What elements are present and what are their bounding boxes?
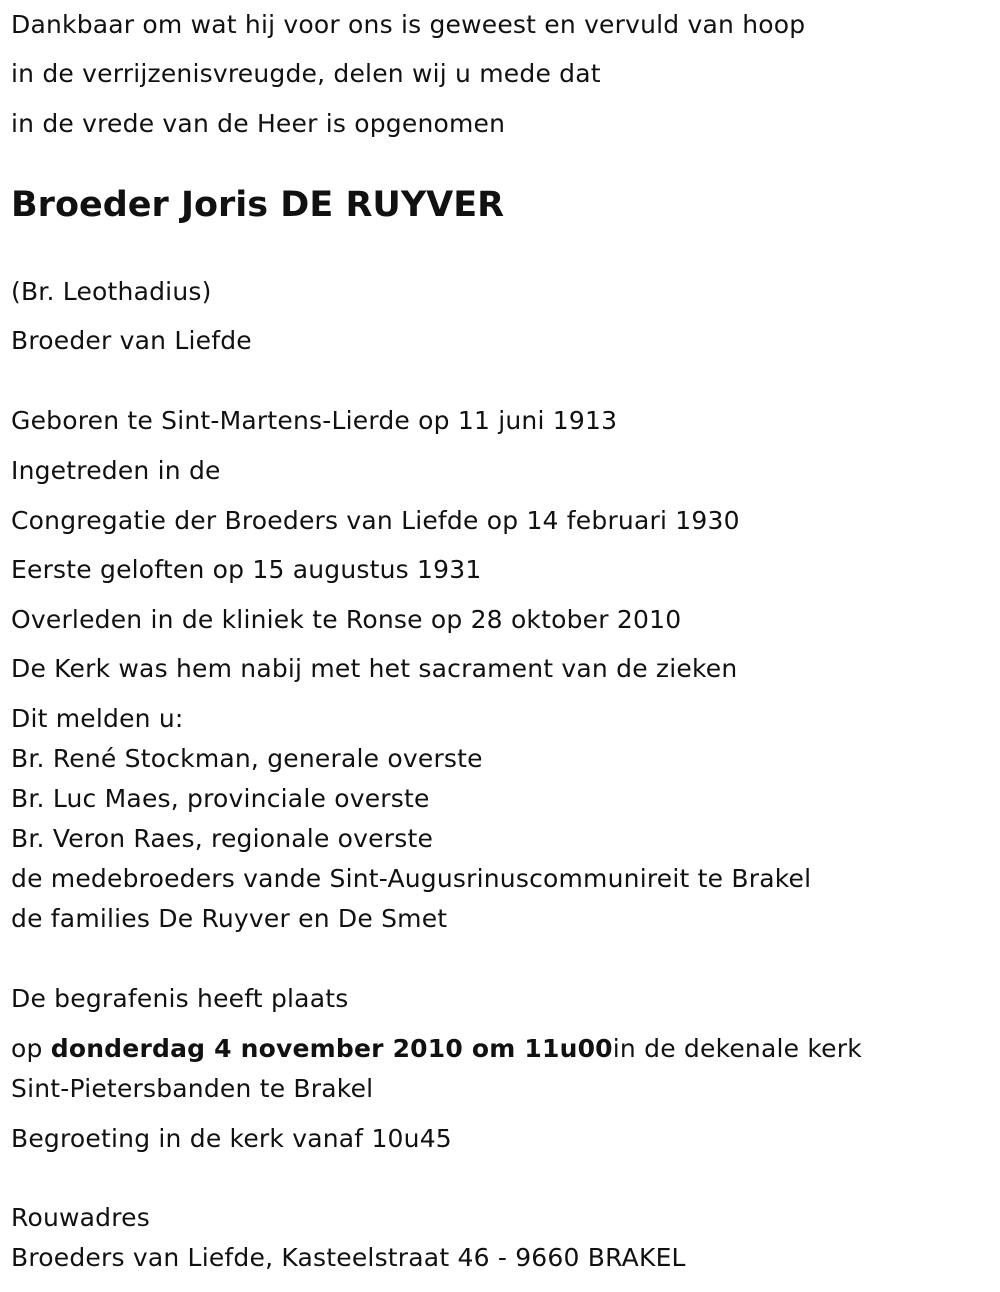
- intro-line-2: in de verrijzenisvreugde, delen wij u mede dat: [11, 59, 601, 88]
- address-value: Broeders van Liefde, Kasteelstraat 46 - 9660 BRAKEL: [11, 1243, 686, 1272]
- sacrament-line: De Kerk was hem nabij met het sacrament van de zieken: [11, 654, 738, 683]
- entered-line-2: Congregatie der Broeders van Liefde op 14 februari 1930: [11, 506, 740, 535]
- religious-name: (Br. Leothadius): [11, 277, 212, 306]
- announcer-item: Br. Luc Maes, provinciale overste: [11, 784, 430, 813]
- funeral-greeting: Begroeting in de kerk vanaf 10u45: [11, 1124, 452, 1153]
- announcer-item: Br. Veron Raes, regionale overste: [11, 824, 434, 853]
- vows-line: Eerste geloften op 15 augustus 1931: [11, 555, 482, 584]
- announcer-item: de medebroeders vande Sint-Augusrinuscommunireit te Brakel: [11, 864, 812, 893]
- funeral-intro: De begrafenis heeft plaats: [11, 984, 349, 1013]
- funeral-datetime: donderdag 4 november 2010 om 11u00: [50, 1034, 613, 1063]
- entered-line-1: Ingetreden in de: [11, 456, 221, 485]
- funeral-datetime-line: [11, 1034, 862, 1064]
- funeral-church: Sint-Pietersbanden te Brakel: [11, 1074, 374, 1103]
- announcer-item: de families De Ruyver en De Smet: [11, 904, 448, 933]
- funeral-location-part: in de dekenale kerk: [612, 1034, 862, 1063]
- announcer-item: Br. René Stockman, generale overste: [11, 744, 483, 773]
- deceased-name: Broeder Joris DE RUYVER: [11, 185, 505, 225]
- funeral-prefix: op: [11, 1034, 51, 1063]
- intro-line-3: in de vrede van de Heer is opgenomen: [11, 109, 506, 138]
- birth-line: Geboren te Sint-Martens-Lierde op 11 juni 1913: [11, 406, 618, 435]
- announcers-intro: Dit melden u:: [11, 704, 184, 733]
- address-label: Rouwadres: [11, 1203, 150, 1232]
- intro-line-1: Dankbaar om wat hij voor ons is geweest en vervuld van hoop: [11, 10, 806, 39]
- death-line: Overleden in de kliniek te Ronse op 28 oktober 2010: [11, 605, 682, 634]
- order-name: Broeder van Liefde: [11, 326, 252, 355]
